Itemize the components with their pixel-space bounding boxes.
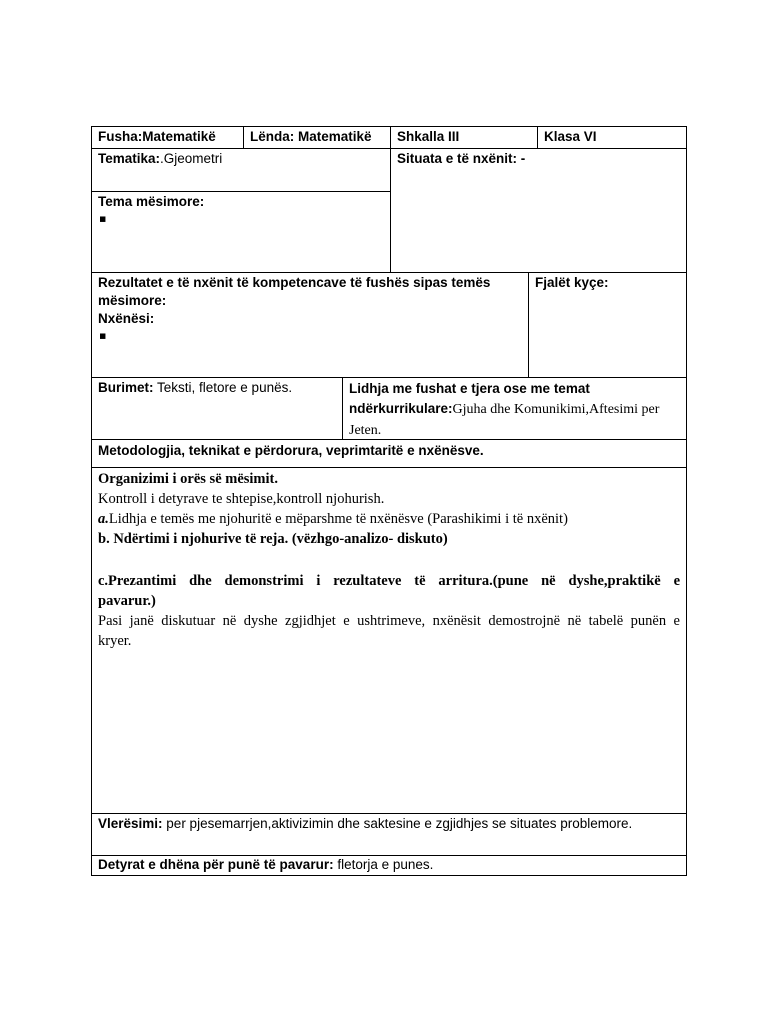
fusha-cell (92, 127, 243, 148)
tematika-cell (92, 148, 390, 191)
lidhja-label-line2: ndërkurrikulare: (349, 401, 453, 416)
tema-bullet: ▪ (99, 212, 107, 225)
tematika-label: Tematika: (98, 151, 161, 166)
content-cell (92, 467, 686, 813)
metodologjia-label: Metodologjia, teknikat e përdorura, veprimtaritë e nxënësve. (98, 443, 484, 458)
lesson-plan-table (91, 126, 687, 876)
kontroll-text: Kontroll i detyrave te shtepise,kontroll njohurish. (98, 491, 385, 507)
pasi-line1: Pasi janë diskutuar në dyshe zgjidhjet e ushtrimeve, nxënësit demostrojnë në tabelë punën e (98, 613, 680, 629)
fusha-label: Fusha:Matematikë (98, 129, 216, 144)
detyrat-value: fletorja e punes. (333, 857, 434, 872)
lidhja-label-line1: Lidhja me fushat e tjera ose me temat (349, 381, 590, 396)
nxenesi-label: Nxënësi: (98, 311, 155, 326)
rezultatet-label: Rezultatet e të nxënit të kompetencave të fushës sipas temës mësimore: (98, 275, 491, 308)
detyrat-cell (92, 855, 686, 875)
step-b-text: b. Ndërtimi i njohurive të reja. (vëzhgo-analizo- diskuto) (98, 531, 448, 547)
rezultatet-bullet: ▪ (99, 329, 107, 342)
lidhja-cell (342, 377, 686, 439)
tema-cell (92, 191, 390, 272)
lenda-label: Lënda: Matematikë (250, 129, 372, 144)
shkalla-label: Shkalla III (397, 129, 460, 144)
tema-label: Tema mësimore: (98, 194, 205, 209)
burimet-label: Burimet: (98, 380, 154, 395)
metodologjia-cell (92, 439, 686, 467)
lenda-cell (243, 127, 390, 148)
vleresimi-label: Vlerësimi: (98, 816, 163, 831)
step-c-line1: c.Prezantimi dhe demonstrimi i rezultateve të arritura.(pune në dyshe,praktikë e (98, 573, 680, 589)
fjalet-label: Fjalët kyçe: (535, 275, 609, 290)
burimet-cell (92, 377, 342, 439)
step-a-text: Lidhja e temës me njohuritë e mëparshme të nxënësve (Parashikimi i të nxënit) (108, 511, 568, 527)
shkalla-cell (390, 127, 537, 148)
klasa-cell (537, 127, 686, 148)
step-c-line2: pavarur.) (98, 593, 156, 609)
situata-cell (390, 148, 686, 272)
step-a-prefix: a. (98, 511, 109, 527)
klasa-label: Klasa VI (544, 129, 597, 144)
rezultatet-cell (92, 272, 528, 377)
pasi-line2: kryer. (98, 633, 132, 649)
burimet-value: Teksti, fletore e punës. (153, 380, 293, 395)
lidhja-value: Gjuha dhe Komunikimi,Aftesimi per Jeten. (349, 402, 660, 438)
fjalet-cell (528, 272, 686, 377)
tematika-value: .Gjeometri (160, 151, 223, 166)
detyrat-label: Detyrat e dhëna për punë të pavarur: (98, 857, 334, 872)
organizimi-heading: Organizimi i orës së mësimit. (98, 471, 278, 487)
vleresimi-value: per pjesemarrjen,aktivizimin dhe saktesine e zgjidhjes se situates problemore. (162, 816, 633, 831)
situata-label: Situata e të nxënit: - (397, 151, 526, 166)
step-a (98, 509, 680, 529)
vleresimi-cell (92, 813, 686, 855)
blank-line (98, 549, 680, 571)
